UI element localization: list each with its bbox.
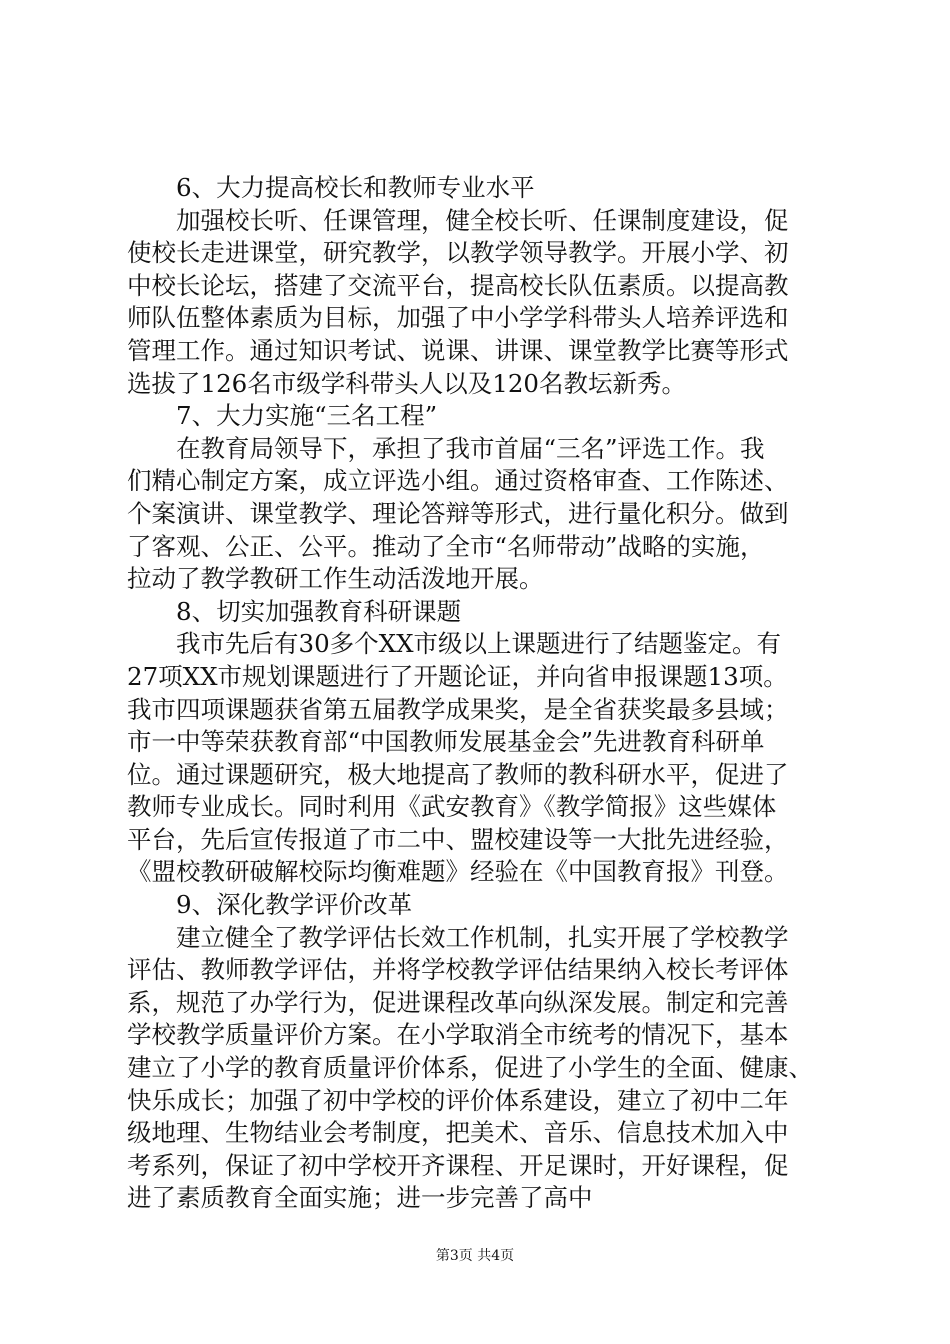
paragraph-line: 市一中等荣获教育部“中国教师发展基金会”先进教育科研单 bbox=[127, 727, 765, 757]
paragraph-line: 进了素质教育全面实施；进一步完善了高中 bbox=[127, 1183, 593, 1213]
paragraph-line: 使校长走进课堂，研究教学，以教学领导教学。开展小学、初 bbox=[127, 238, 789, 268]
paragraph-line: 快乐成长；加强了初中学校的评价体系建设，建立了初中二年 bbox=[127, 1085, 789, 1115]
paragraph-line: 选拔了126名市级学科带头人以及120名教坛新秀。 bbox=[127, 368, 687, 398]
paragraph-line: 了客观、公正、公平。推动了全市“名师带动”战略的实施， bbox=[127, 531, 765, 561]
section-heading: 8、切实加强教育科研课题 bbox=[176, 596, 462, 626]
paragraph-line: 系，规范了办学行为，促进课程改革向纵深发展。制定和完善 bbox=[127, 987, 789, 1017]
paragraph-line: 个案演讲、课堂教学、理论答辩等形式，进行量化积分。做到 bbox=[127, 498, 789, 528]
section-heading: 9、深化教学评价改革 bbox=[176, 890, 413, 920]
paragraph-line: 管理工作。通过知识考试、说课、讲课、课堂教学比赛等形式 bbox=[127, 335, 789, 365]
paragraph-line: 位。通过课题研究，极大地提高了教师的教科研水平，促进了 bbox=[127, 759, 789, 789]
paragraph-line: 平台，先后宣传报道了市二中、盟校建设等一大批先进经验， bbox=[127, 824, 789, 854]
section-heading: 6、大力提高校长和教师专业水平 bbox=[176, 173, 535, 202]
paragraph-line: 在教育局领导下，承担了我市首届“三名”评选工作。我 bbox=[176, 433, 765, 463]
paragraph-line: 《盟校教研破解校际均衡难题》经验在《中国教育报》刊登。 bbox=[127, 857, 789, 887]
paragraph-line: 教师专业成长。同时利用《武安教育》《教学简报》这些媒体 bbox=[127, 792, 777, 822]
paragraph-line: 中校长论坛，搭建了交流平台，提高校长队伍素质。以提高教 bbox=[127, 270, 789, 300]
paragraph-line: 27项XX市规划课题进行了开题论证，并向省申报课题13项。 bbox=[127, 661, 788, 691]
paragraph-line: 评估、教师教学评估，并将学校教学评估结果纳入校长考评体 bbox=[127, 955, 789, 985]
page-footer: 第3页 共4页 bbox=[435, 1248, 515, 1264]
paragraph-line: 们精心制定方案，成立评选小组。通过资格审查、工作陈述、 bbox=[127, 466, 789, 496]
paragraph-line: 考系列，保证了初中学校开齐课程、开足课时，开好课程，促 bbox=[127, 1150, 789, 1180]
section-heading: 7、大力实施“三名工程” bbox=[176, 401, 438, 431]
paragraph-line: 我市先后有30多个XX市级以上课题进行了结题鉴定。有 bbox=[176, 629, 782, 659]
paragraph-line: 我市四项课题获省第五届教学成果奖，是全省获奖最多县域； bbox=[127, 694, 789, 724]
paragraph-line: 建立健全了教学评估长效工作机制，扎实开展了学校教学 bbox=[176, 922, 789, 952]
paragraph-line: 加强校长听、任课管理，健全校长听、任课制度建设，促 bbox=[176, 205, 789, 235]
paragraph-line: 拉动了教学教研工作生动活泼地开展。 bbox=[127, 564, 544, 594]
paragraph-line: 建立了小学的教育质量评价体系，促进了小学生的全面、健康、 bbox=[127, 1053, 813, 1083]
paragraph-line: 级地理、生物结业会考制度，把美术、音乐、信息技术加入中 bbox=[127, 1118, 789, 1148]
document-body bbox=[127, 172, 827, 1215]
paragraph-line: 学校教学质量评价方案。在小学取消全市统考的情况下，基本 bbox=[127, 1020, 789, 1050]
paragraph-line: 师队伍整体素质为目标，加强了中小学学科带头人培养评选和 bbox=[127, 303, 789, 333]
